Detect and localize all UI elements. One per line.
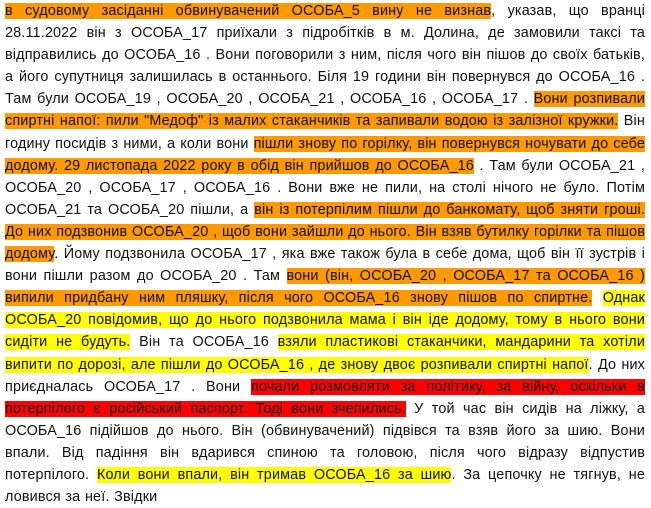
text-segment: . Йому подзвонила ОСОБА_17 , яка вже також була в себе дома, щоб він її зустрів і вони пішли разом до ОСОБА_20 . Там [5,246,645,285]
text-segment: пішли знову по горілку, він повернувся ночувати до себе додому. 29 листопада 2022 року в обід він прийшов до ОСОБА_16 [5,135,645,174]
text-segment: Він та ОСОБА_16 [130,334,278,351]
text-segment: Однак ОСОБА_20 повідомив, що до нього подзвонила мама і він іде додому, тому в нього вони сидіти не будуть. [5,290,645,351]
text-segment: взяли пластикові стаканчики, мандарини та хотіли випити по дорозі, але пішли до ОСОБА_16 , де знову двоє розпивали спиртні напої [5,334,646,373]
text-segment: Вони розпивали спиртні напої: пили "Медоф" із малих стаканчиків та запивали водою із залізної кружки. [5,91,645,130]
text-segment: Він годину посидів з ними, а коли вони [5,113,646,152]
text-segment: почали розмовляти за політику, за війну, оскільки в потерпілого є російський паспорт. Тоді вони зчепились. [5,378,645,417]
text-segment: , указав, що вранці 28.11.2022 він з ОСОБА_17 приїхали з підробітків в м. Долина, де замовили таксі та відправились до ОСОБА_16 . Вони поговорили з ним, після чого він пішов до своїх батьків, а його супутниця залишилась в останнього. Біля 19 години він повернувся до ОСОБА_16 . Там були ОСОБА_19 , ОСОБА_20 , ОСОБА_21 , ОСОБА_16 , ОСОБА_17 . [5,3,645,108]
document-page [5,0,646,506]
text-segment [592,290,602,306]
text-segment: в судовому засіданні обвинувачений ОСОБА_5 вину не визнав [5,3,492,19]
text-segment: . До них приєдналась ОСОБА_17 . Вони [5,356,645,395]
document-paragraph [5,0,645,508]
text-segment: . За цепочку не тягнув, не ловився за неї. Звідки [5,466,645,506]
text-segment: . Там були ОСОБА_21 , ОСОБА_20 , ОСОБА_17 , ОСОБА_16 . Вони вже не пили, на столі нічого не було. Потім ОСОБА_21 та ОСОБА_20 пішли, а [5,157,645,218]
text-segment: Коли вони впали, він тримав ОСОБА_16 за шию [96,466,452,483]
text-segment: У той час він сидів на ліжку, а ОСОБА_16 підійшов до нього. Він (обвинувачений) підвівся та взяв його за шию. Вони впали. Від падіння він вдарився спиною та головою, після чого відразу відпустив потерпілого. [5,400,645,483]
text-segment: вони (він, ОСОБА_20 , ОСОБА_17 та ОСОБА_16 ) випили придбану ним пляшку, після чого ОСОБА_16 знову пішов по спиртне. [5,268,645,307]
text-segment: він із потерпілим пішли до банкомату, щоб зняти гроші. До них подзвонив ОСОБА_20 , щоб вони зайшли до нього. Він взяв бутилку горілки та пішов додому [5,201,645,263]
